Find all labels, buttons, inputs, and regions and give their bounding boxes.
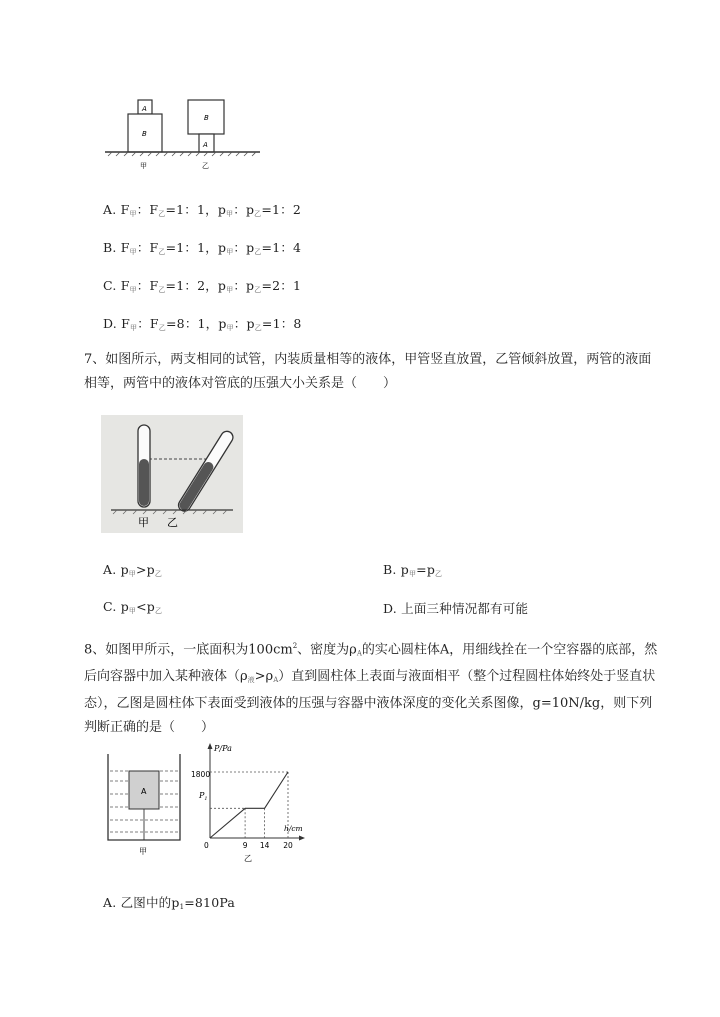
q7-figure [101,415,243,533]
q6-option-a[interactable]: A. $F_甲$：$F_乙=1$：1，$p_甲$：$p_乙=1$：2 [103,202,302,218]
q7-option-b[interactable]: B. $p_甲=p_乙$ [383,562,443,578]
x-tick-20: 20 [283,841,293,850]
q6-figure [100,92,270,172]
q7-option-c[interactable]: C. $p_甲<p_乙$ [103,599,163,615]
label-a-left: A [142,105,147,113]
pressure-line [210,772,288,838]
y-tick-p1: $P_1$ [199,791,208,802]
origin-label: 0 [204,841,209,850]
q6-option-b[interactable]: B. $F_甲$：$F_乙=1$：1，$p_甲$：$p_乙=1$：4 [103,240,302,256]
label-b-left: B [142,130,147,138]
tube-label-jia: 甲 [138,516,149,529]
container-label-jia: 甲 [139,847,147,856]
q6-option-c[interactable]: C. $F_甲$：$F_乙=1$：2，$p_甲$：$p_乙=2$：1 [103,278,302,294]
q8-container-figure [104,748,186,858]
q7-option-d[interactable]: D. 上面三种情况都有可能 [383,601,529,616]
label-jia: 甲 [140,162,147,170]
q8-stem: 8、如图甲所示，一底面积为$100cm^2$、密度为$\rho_A$的实心圆柱体A，用细线拴在一个空容器的底部，然后向容器中加入某种液体$(\rho_液>\rho_A)$直到圆柱体上表面与液面相平（整个过程圆柱体始终处于竖直状态），乙图是圆柱体下表面受到液体的压强与容器中液体深度的变化关系图像，g=10N/kg，则下列判断正确的是（ ） [84,642,658,736]
q7-option-a[interactable]: A. $p_甲>p_乙$ [103,562,163,578]
tube-label-yi: 乙 [167,516,178,529]
cylinder-a-label: A [141,787,147,796]
label-b-right: B [204,114,209,122]
q8-option-a[interactable]: A. 乙图中的$p_1=810Pa$ [103,895,236,911]
graph-label-yi: 乙 [244,854,252,863]
x-tick-14: 14 [259,841,270,850]
q6-option-d[interactable]: D. $F_甲$：$F_乙=8$：1，$p_甲$：$p_乙=1$：8 [103,316,302,332]
label-a-right: A [203,141,208,149]
q8-pressure-graph [191,740,316,865]
q7-stem: 7、如图所示，两支相同的试管，内装质量相等的液体，甲管竖直放置，乙管倾斜放置，两管的液面相等，两管中的液体对管底的压强大小关系是（ ） [84,352,652,391]
label-yi: 乙 [202,162,209,170]
x-tick-9: 9 [242,841,248,850]
y-tick-1800: 1800 [191,770,211,779]
x-axis-label: h/cm [284,824,303,833]
y-axis-label: P/Pa [214,744,232,753]
